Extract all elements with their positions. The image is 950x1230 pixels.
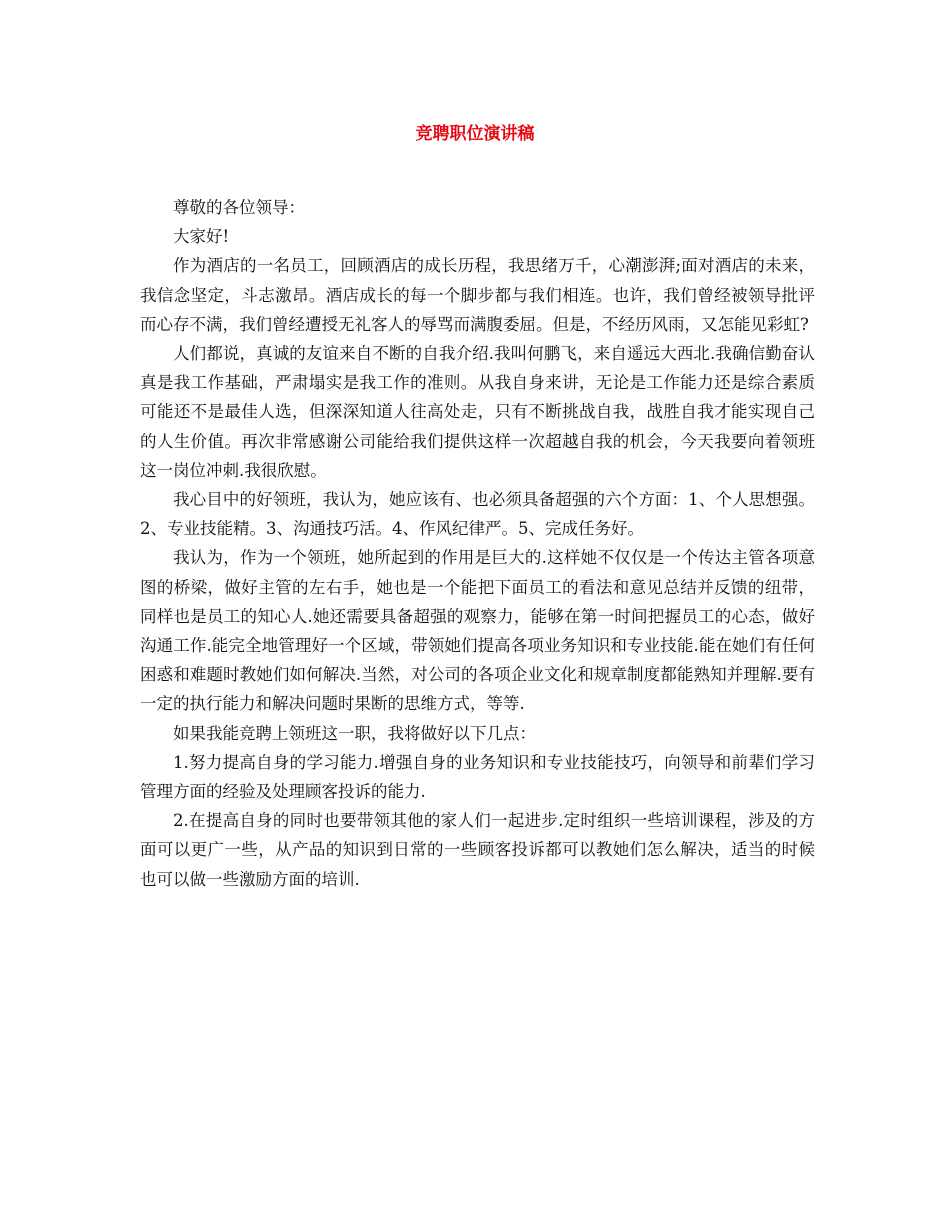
paragraph-leader-role: 我认为，作为一个领班，她所起到的作用是巨大的.这样她不仅仅是一个传达主管各项意图的桥梁，做好主管的左右手，她也是一个能把下面员工的看法和意见总结并反馈的纽带，同样也是员工的知心人.她还需要具备超强的观察力，能够在第一时间把握员工的心态，做好沟通工作.能完全地管理好一个区域，带领她们提高各项业务知识和专业技能.能在她们有任何困惑和难题时教她们如何解决.当然，对公司的各项企业文化和规章制度都能熟知并理解.要有一定的执行能力和解决问题时果断的思维方式，等等. xyxy=(140,548,815,714)
document-title: 竞聘职位演讲稿 xyxy=(415,124,535,144)
paragraph-plan-point-1: 1.努力提高自身的学习能力.增强自身的业务知识和专业技能技巧，向领导和前辈们学习管理方面的经验及处理顾客投诉的能力. xyxy=(140,752,815,802)
document-body xyxy=(140,193,815,894)
paragraph-plan-intro: 如果我能竞聘上领班这一职，我将做好以下几点： xyxy=(173,723,536,743)
paragraph-salutation: 尊敬的各位领导： xyxy=(173,198,305,217)
paragraph-plan-point-2: 2.在提高自身的同时也要带领其他的家人们一起进步.定时组织一些培训课程，涉及的方面可以更广一些，从产品的知识到日常的一些顾客投诉都可以教她们怎么解决，适当的时候也可以做一些激励方面的培训. xyxy=(140,811,815,889)
paragraph-greeting: 大家好! xyxy=(173,227,230,247)
paragraph-good-leader: 我心目中的好领班，我认为，她应该有、也必须具备超强的六个方面：1、个人思想强。2、专业技能精。3、沟通技巧活。4、作风纪律严。5、完成任务好。 xyxy=(140,490,815,539)
paragraph-intro: 作为酒店的一名员工，回顾酒店的成长历程，我思绪万千，心潮澎湃;面对酒店的未来，我信念坚定，斗志激昂。酒店成长的每一个脚步都与我们相连。也许，我们曾经被领导批评而心存不满，我们曾经遭授无礼客人的辱骂而满腹委屈。但是，不经历风雨，又怎能见彩虹? xyxy=(140,256,815,334)
paragraph-self-introduction: 人们都说，真诚的友谊来自不断的自我介绍.我叫何鹏飞，来自遥远大西北.我确信勤奋认真是我工作基础，严肃塌实是我工作的准则。从我自身来讲，无论是工作能力还是综合素质可能还不是最佳人选，但深深知道人往高处走，只有不断挑战自我，战胜自我才能实现自己的人生价值。再次非常感谢公司能给我们提供这样一次超越自我的机会，今天我要向着领班这一岗位冲刺.我很欣慰。 xyxy=(140,344,815,480)
